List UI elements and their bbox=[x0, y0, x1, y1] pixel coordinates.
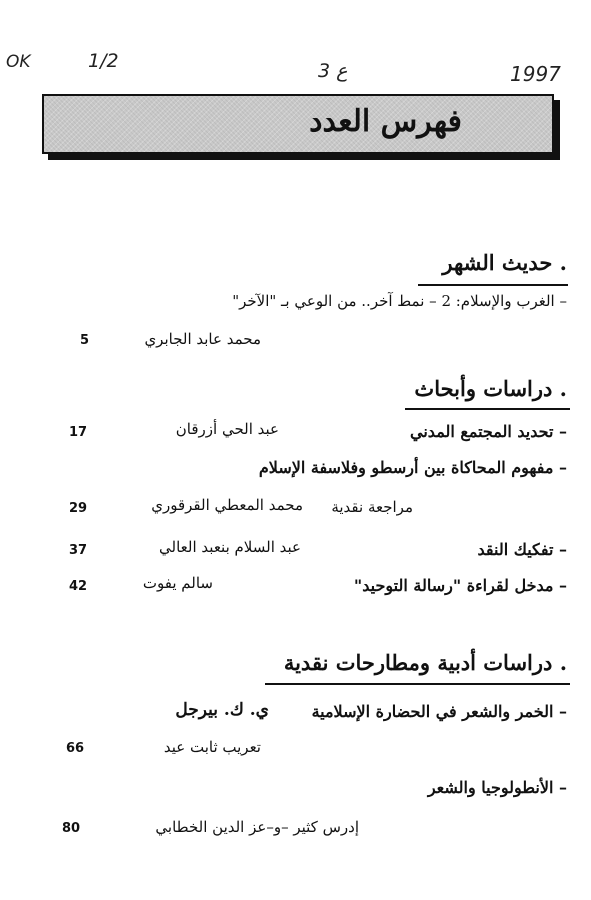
toc-entry-author: إدرس كثير –و–عز الدين الخطابي bbox=[155, 818, 359, 836]
toc-entry-page: 80 bbox=[62, 821, 81, 836]
toc-entry-page: 29 bbox=[69, 501, 88, 516]
toc-entry-page: 42 bbox=[69, 579, 88, 594]
margin-note-year: 1997 bbox=[510, 62, 561, 86]
toc-entry-page: 66 bbox=[66, 741, 85, 756]
toc-entry-page: 17 bbox=[69, 425, 88, 440]
toc-entry-author: تعريب ثابت عيد bbox=[163, 738, 261, 756]
section-title: . حديث الشهر bbox=[442, 250, 567, 275]
toc-entry-title: – الخمر والشعر في الحضارة الإسلامية bbox=[311, 702, 567, 721]
toc-entry-author: محمد المعطي القرقوري bbox=[151, 496, 303, 514]
margin-note-fraction: 1/2 bbox=[88, 50, 119, 72]
toc-entry-author: سالم يفوت bbox=[142, 574, 213, 592]
page-title: فهرس العدد bbox=[309, 104, 462, 139]
section-title: . دراسات أدبية ومطارحات نقدية bbox=[283, 650, 567, 675]
section-underline bbox=[265, 683, 570, 685]
margin-note-ok: OK bbox=[6, 52, 31, 72]
toc-entry-title: – تحديد المجتمع المدني bbox=[410, 422, 567, 441]
section-title: . دراسات وأبحاث bbox=[414, 376, 567, 401]
toc-entry-title: – الغرب والإسلام: 2 – نمط آخر.. من الوعي بـ "الآخر" bbox=[232, 292, 567, 310]
toc-entry-note: مراجعة نقدية bbox=[331, 498, 413, 516]
toc-entry-author-main: ي. ك. بيرجل bbox=[175, 700, 269, 720]
toc-entry-title: – مفهوم المحاكاة بين أرسطو وفلاسفة الإسلام bbox=[258, 458, 567, 477]
contents-banner bbox=[42, 94, 554, 154]
toc-entry-page: 37 bbox=[69, 543, 88, 558]
toc-entry-title: – مدخل لقراءة "رسالة التوحيد" bbox=[353, 576, 567, 595]
toc-entry-author: محمد عابد الجابري bbox=[144, 330, 261, 348]
section-underline bbox=[418, 284, 568, 286]
toc-entry-author: عبد السلام بنعبد العالي bbox=[159, 538, 301, 556]
toc-entry-page: 5 bbox=[80, 333, 90, 348]
toc-entry-author: عبد الحي أزرقان bbox=[175, 420, 279, 438]
toc-entry-title: – الأنطولوجيا والشعر bbox=[427, 778, 567, 797]
section-underline bbox=[405, 408, 570, 410]
toc-entry-title: – تفكيك النقد bbox=[477, 540, 567, 559]
margin-note-issue: 3 ع bbox=[318, 60, 348, 82]
